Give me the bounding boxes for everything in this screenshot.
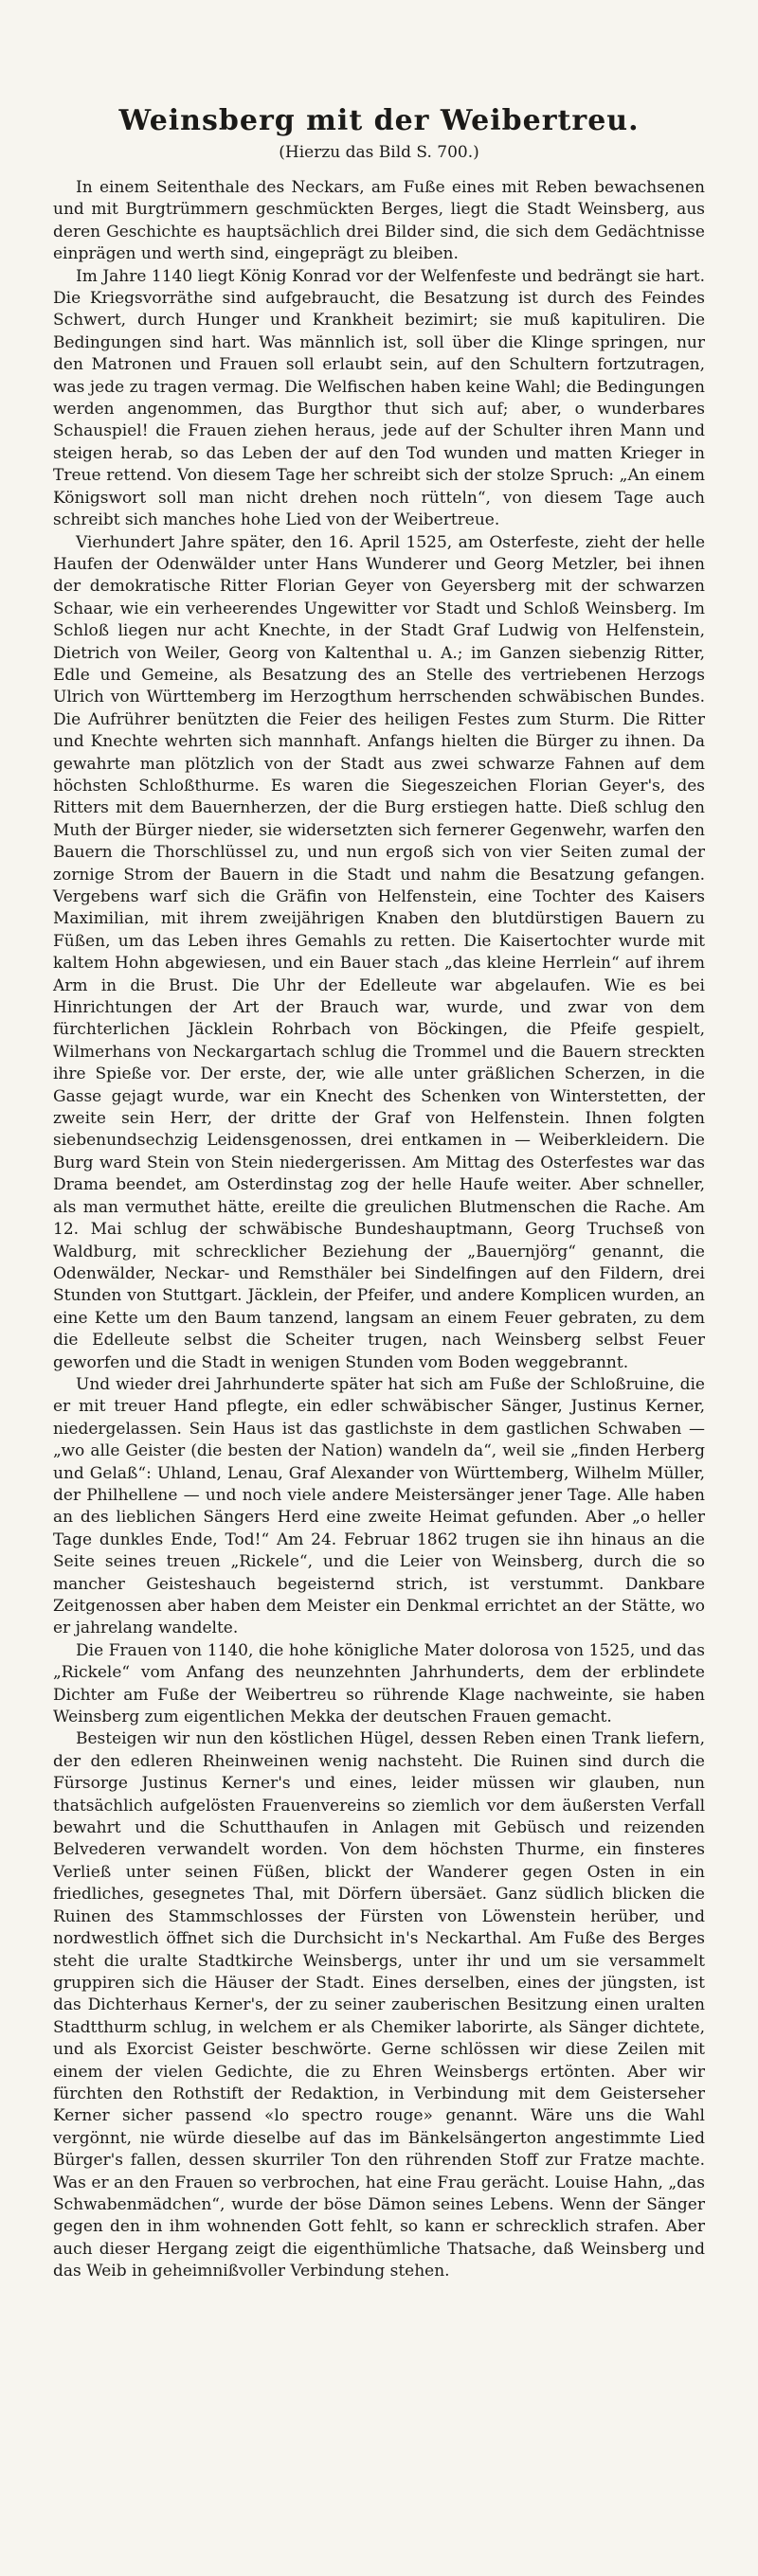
article-body [53, 177, 705, 2283]
article-subtitle: (Hierzu das Bild S. 700.) [279, 143, 479, 162]
paragraph: In einem Seitenthale des Neckars, am Fuße eines mit Reben bewachsenen und mit Burgtrümmern geschmückten Berges, liegt die Stadt Weinsberg, aus deren Geschichte es hauptsächlich drei Bilder sind, die sich dem Gedächtnisse einprägen und werth sind, eingeprägt zu bleiben. [53, 178, 705, 264]
paragraph: Im Jahre 1140 liegt König Konrad vor der Welfenfeste und bedrängt sie hart. Die Kriegsvorräthe sind aufgebraucht, die Besatzung ist durch des Feindes Schwert, durch Hunger und Krankheit bezimirt; sie muß kapituliren. Die Bedingungen sind hart. Was männlich ist, soll über die Klinge springen, nur den Matronen und Frauen soll erlaubt sein, auf den Schultern fortzutragen, was jede zu tragen vermag. Die Welfischen haben keine Wahl; die Bedingungen werden angenommen, das Burgthor thut sich auf; aber, o wunderbares Schauspiel! die Frauen ziehen heraus, jede auf der Schulter ihren Mann und steigen herab, so das Leben der auf den Tod wunden und matten Krieger in Treue rettend. Von diesem Tage her schreibt sich der stolze Spruch: „An einem Königswort soll man nicht drehen noch rütteln“, von diesem Tage auch schreibt sich manches hohe Lied von der Weibertreue. [53, 266, 705, 530]
paragraph: Vierhundert Jahre später, den 16. April 1525, am Osterfeste, zieht der helle Haufen der Odenwälder unter Hans Wunderer und Georg Metzler, bei ihnen der demokratische Ritter Florian Geyer von Geyersberg mit der schwarzen Schaar, wie ein verheerendes Ungewitter vor Stadt und Schloß Weinsberg. Im Schloß liegen nur acht Knechte, in der Stadt Graf Ludwig von Helfenstein, Dietrich von Weiler, Georg von Kaltenthal u. A.; im Ganzen siebenzig Ritter, Edle und Gemeine, als Besatzung des an Stelle des vertriebenen Herzogs Ulrich von Württemberg im Herzogthum herrschenden schwäbischen Bundes. Die Aufrührer benützten die Feier des heiligen Festes zum Sturm. Die Ritter und Knechte wehrten sich mannhaft. Anfangs hielten die Bürger zu ihnen. Da gewahrte man plötzlich von der Stadt aus zwei schwarze Fahnen auf dem höchsten Schloßthurme. Es waren die Siegeszeichen Florian Geyer's, des Ritters mit dem Bauernherzen, der die Burg erstiegen hatte. Dieß schlug den Muth der Bürger nieder, sie widersetzten sich fernerer Gegenwehr, warfen den Bauern die Thorschlüssel zu, und nun ergoß sich von vier Seiten zumal der zornige Strom der Bauern in die Stadt und nahm die Besatzung gefangen. Vergebens warf sich die Gräfin von Helfenstein, eine Tochter des Kaisers Maximilian, mit ihrem zweijährigen Knaben den blutdürstigen Bauern zu Füßen, um das Leben ihres Gemahls zu retten. Die Kaisertochter wurde mit kaltem Hohn abgewiesen, und ein Bauer stach „das kleine Herrlein“ auf ihrem Arm in die Brust. Die Uhr der Edelleute war abgelaufen. Wie es bei Hinrichtungen der Art der Brauch war, wurde, und zwar von dem fürchterlichen Jäcklein Rohrbach von Böckingen, die Pfeife gespielt, Wilmerhans von Neckargartach schlug die Trommel und die Bauern streckten ihre Spieße vor. Der erste, der, wie alle unter gräßlichen Scherzen, in die Gasse gejagt wurde, war ein Knecht des Schenken von Winterstetten, der zweite sein Herr, der dritte der Graf von Helfenstein. Ihnen folgten siebenundsechzig Leidensgenossen, drei entkamen in — Weiberkleidern. Die Burg ward Stein von Stein niedergerissen. Am Mittag des Osterfestes war das Drama beendet, am Osterdinstag zog der helle Haufe weiter. Aber schneller, als man vermuthet hätte, ereilte die greulichen Blutmenschen die Rache. Am 12. Mai schlug der schwäbische Bundeshauptmann, Georg Truchseß von Waldburg, mit schrecklicher Beziehung der „Bauernjörg“ genannt, die Odenwälder, Neckar- und Remsthäler bei Sindelfingen auf den Fildern, drei Stunden von Stuttgart. Jäcklein, der Pfeifer, und andere Komplicen wurden, an eine Kette um den Baum tanzend, langsam an einem Feuer gebraten, zu dem die Edelleute selbst die Scheiter trugen, nach Weinsberg selbst Feuer geworfen und die Stadt in wenigen Stunden vom Boden weggebrannt. [53, 532, 705, 1372]
paragraph: Und wieder drei Jahrhunderte später hat sich am Fuße der Schloßruine, die er mit treuer Hand pflegte, ein edler schwäbischer Sänger, Justinus Kerner, niedergelassen. Sein Haus ist das gastlichste in dem gastlichen Schwaben — „wo alle Geister (die besten der Nation) wandeln da“, weil sie „finden Herberg und Gelaß“: Uhland, Lenau, Graf Alexander von Württemberg, Wilhelm Müller, der Philhellene — und noch viele andere Meistersänger jener Tage. Alle haben an des lieblichen Sängers Herd eine zweite Heimat gefunden. Aber „o heller Tage dunkles Ende, Tod!“ Am 24. Februar 1862 trugen sie ihn hinaus an die Seite seines treuen „Rickele“, und die Leier von Weinsberg, durch die so mancher Geisteshauch begeisternd strich, ist verstummt. Dankbare Zeitgenossen aber haben dem Meister ein Denkmal errichtet an der Stätte, wo er jahrelang wandelte. [53, 1374, 705, 1638]
article-title: Weinsberg mit der Weibertreu. [118, 104, 640, 137]
paragraph: Die Frauen von 1140, die hohe königliche Mater dolorosa von 1525, und das „Rickele“ vom Anfang des neunzehnten Jahrhunderts, dem der erblindete Dichter am Fuße der Weibertreu so rührende Klage nachweinte, sie haben Weinsberg zum eigentlichen Mekka der deutschen Frauen gemacht. [53, 1640, 705, 1727]
paragraph: Besteigen wir nun den köstlichen Hügel, dessen Reben einen Trank liefern, der den edleren Rheinweinen wenig nachsteht. Die Ruinen sind durch die Fürsorge Justinus Kerner's und eines, leider müssen wir glauben, nun thatsächlich aufgelösten Frauenvereins so ziemlich vor dem äußersten Verfall bewahrt und die Schutthaufen in Anlagen mit Gebüsch und reizenden Belvederen verwandelt worden. Von dem höchsten Thurme, ein finsteres Verließ unter seinen Füßen, blickt der Wanderer gegen Osten in ein friedliches, gesegnetes Thal, mit Dörfern übersäet. Ganz südlich blicken die Ruinen des Stammschlosses der Fürsten von Löwenstein herüber, und nordwestlich öffnet sich die Durchsicht in's Neckarthal. Am Fuße des Berges steht die uralte Stadtkirche Weinsbergs, unter ihr und um sie versammelt gruppiren sich die Häuser der Stadt. Eines derselben, eines der jüngsten, ist das Dichterhaus Kerner's, der zu seiner zauberischen Besitzung einen uralten Stadtthurm schlug, in welchem er als Chemiker laborirte, als Sänger dichtete, und als Exorcist Geister beschwörte. Gerne schlössen wir diese Zeilen mit einem der vielen Gedichte, die zu Ehren Weinsbergs ertönten. Aber wir fürchten den Rothstift der Redaktion, in Verbindung mit dem Geisterseher Kerner sicher passend «lo spectro rouge» genannt. Wäre uns die Wahl vergönnt, nie würde dieselbe auf das im Bänkelsängerton angestimmte Lied Bürger's fallen, dessen skurriler Ton den rührenden Stoff zur Fratze machte. Was er an den Frauen so verbrochen, hat eine Frau gerächt. Louise Hahn, „das Schwabenmädchen“, wurde der böse Dämon seines Lebens. Wenn der Sänger gegen den in ihm wohnenden Gott fehlt, so kann er schrecklich strafen. Aber auch dieser Hergang zeigt die eigenthümliche Thatsache, daß Weinsberg und das Weib in geheimnißvoller Verbindung stehen. [53, 1729, 705, 2281]
